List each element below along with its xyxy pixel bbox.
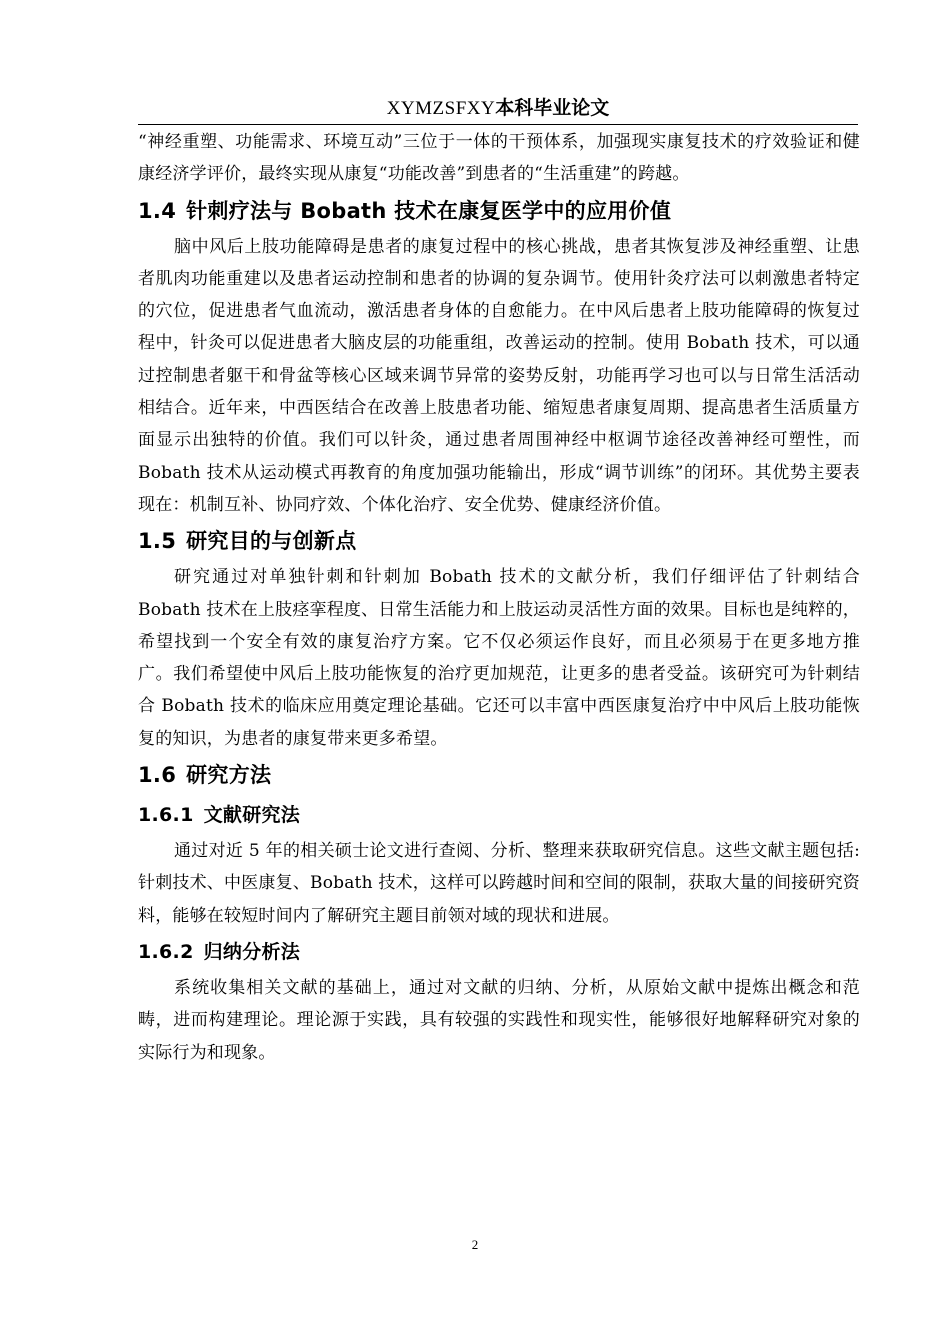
section-heading-1-6-1 <box>138 795 860 835</box>
header-rule <box>138 124 858 125</box>
section-heading-1-5 <box>138 521 860 561</box>
section-heading-1-6-2 <box>138 932 860 972</box>
section-1-4-paragraph: 脑中风后上肢功能障碍是患者的康复过程中的核心挑战，患者其恢复涉及神经重塑、让患者肌肉功能重建以及患者运动控制和患者的协调的复杂调节。使用针灸疗法可以刺激患者特定的穴位，促进患者气血流动，激活患者身体的自愈能力。在中风后患者上肢功能障碍的恢复过程中，针灸可以促进患者大脑皮层的功能重组，改善运动的控制。使用 Bobath 技术，可以通过控制患者躯干和骨盆等核心区域来调节异常的姿势反射，功能再学习也可以与日常生活活动相结合。近年来，中西医结合在改善上肢患者功能、缩短患者康复周期、提高患者生活质量方面显示出独特的价值。我们可以针灸，通过患者周围神经中枢调节途径改善神经可塑性，而 Bobath 技术从运动模式再教育的角度加强功能输出，形成“调节训练”的闭环。其优势主要表现在：机制互补、协同疗效、个体化治疗、安全优势、健康经济价值。 <box>138 236 860 515</box>
header-school-code: XYMZSFXY <box>386 98 496 119</box>
section-number: 1.6.1 <box>138 804 194 827</box>
section-title: 研究方法 <box>186 763 272 788</box>
header-thesis-label: 本科毕业论文 <box>495 97 610 119</box>
page-header <box>138 94 858 122</box>
section-number: 1.4 <box>138 198 177 223</box>
section-1-6-2-paragraph: 系统收集相关文献的基础上，通过对文献的归纳、分析，从原始文献中提炼出概念和范畴，进而构建理论。理论源于实践，具有较强的实践性和现实性，能够很好地解释研究对象的实际行为和现象。 <box>138 977 860 1063</box>
section-heading-1-4 <box>138 191 860 231</box>
section-heading-1-6 <box>138 755 860 795</box>
section-number: 1.6 <box>138 763 177 788</box>
page-number: 2 <box>471 1237 479 1252</box>
section-number: 1.5 <box>138 529 177 554</box>
section-1-6-1-paragraph: 通过对近 5 年的相关硕士论文进行查阅、分析、整理来获取研究信息。这些文献主题包括:针刺技术、中医康复、Bobath 技术，这样可以跨越时间和空间的限制，获取大量的间接研究资料，能够在较短时间内了解研究主题目前领对域的现状和进展。 <box>138 841 860 926</box>
page-body <box>138 126 860 1069</box>
section-title: 归纳分析法 <box>203 940 301 963</box>
section-title: 研究目的与创新点 <box>186 529 357 554</box>
section-number: 1.6.2 <box>138 940 194 963</box>
section-title: 针刺疗法与 Bobath 技术在康复医学中的应用价值 <box>186 198 672 223</box>
section-1-5-paragraph: 研究通过对单独针刺和针刺加 Bobath 技术的文献分析，我们仔细评估了针刺结合 Bobath 技术在上肢痉挛程度、日常生活能力和上肢运动灵活性方面的效果。目标也是纯粹的，希望找到一个安全有效的康复治疗方案。它不仅必须运作良好，而且必须易于在更多地方推广。我们希望使中风后上肢功能恢复的治疗更加规范，让更多的患者受益。该研究可为针刺结合 Bobath 技术的临床应用奠定理论基础。它还可以丰富中西医康复治疗中中风后上肢功能恢复的知识，为患者的康复带来更多希望。 <box>138 567 860 749</box>
intro-paragraph: “神经重塑、功能需求、环境互动”三位于一体的干预体系，加强现实康复技术的疗效验证和健康经济学评价，最终实现从康复“功能改善”到患者的“生活重建”的跨越。 <box>138 132 860 185</box>
section-title: 文献研究法 <box>203 804 301 827</box>
